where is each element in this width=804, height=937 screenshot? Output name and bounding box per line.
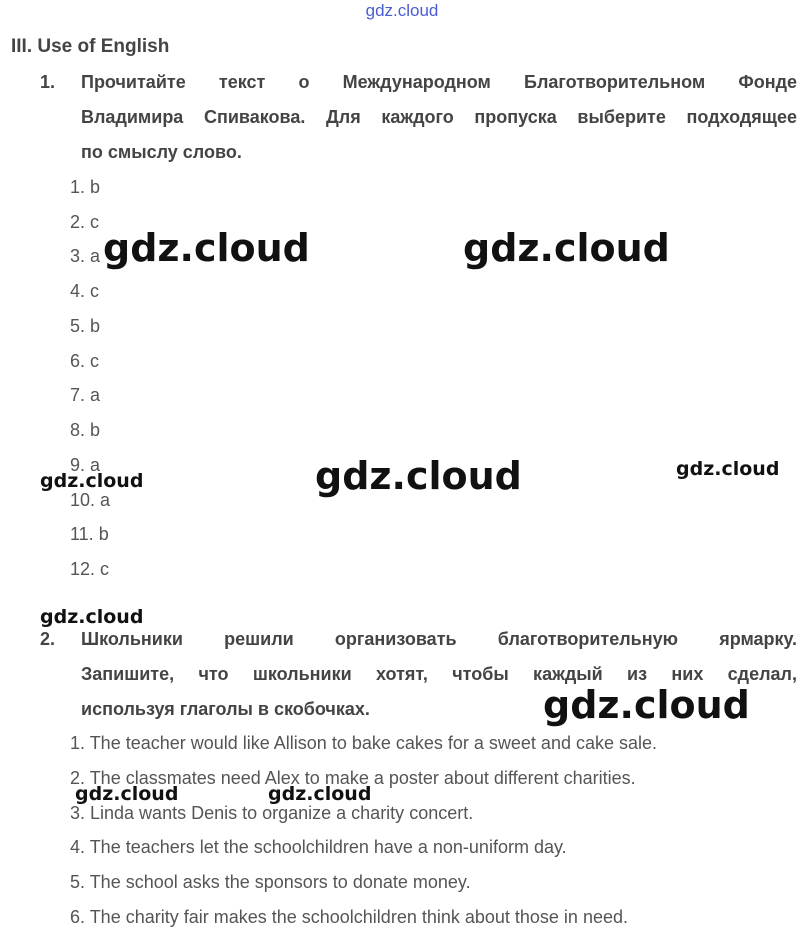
watermark: gdz.cloud	[103, 226, 310, 270]
task-1-number: 1.	[40, 72, 56, 92]
watermark: gdz.cloud	[543, 683, 750, 727]
answer-item: 4. c	[70, 281, 100, 301]
answer-item: 8. b	[70, 420, 101, 440]
answer-item: 7. a	[70, 385, 101, 405]
answer-item: 9. a	[70, 455, 101, 475]
task-1-prompt	[81, 65, 797, 170]
answer-item: 3. a	[70, 246, 101, 266]
task-2-number: 2.	[40, 629, 56, 649]
task-2-line: Школьники решили организовать благотворительную ярмарку.	[81, 629, 797, 649]
watermark: gdz.cloud	[676, 458, 780, 480]
answer-item: 5. b	[70, 316, 101, 336]
watermark: gdz.cloud	[40, 470, 144, 492]
watermark: gdz.cloud	[75, 783, 179, 805]
sentence-item: 4. The teachers let the schoolchildren have a non-uniform day.	[70, 837, 567, 857]
watermark: gdz.cloud	[40, 606, 144, 628]
sentence-item: 2. The classmates need Alex to make a poster about different charities.	[70, 768, 636, 788]
task-1-line: Прочитайте текст о Международном Благотворительном Фонде	[81, 72, 797, 92]
answer-item: 6. c	[70, 351, 100, 371]
sentence-item: 1. The teacher would like Allison to bake cakes for a sweet and cake sale.	[70, 733, 658, 753]
watermark: gdz.cloud	[463, 226, 670, 270]
task-2-line: используя глаголы в скобочках.	[81, 699, 370, 719]
answer-item: 2. c	[70, 212, 100, 232]
sentence-item: 3. Linda wants Denis to organize a charity concert.	[70, 803, 474, 823]
watermark: gdz.cloud	[268, 783, 372, 805]
answer-item: 11. b	[70, 524, 109, 544]
answer-item: 10. a	[70, 490, 111, 510]
header-watermark: gdz.cloud	[365, 1, 439, 20]
sentence-item: 5. The school asks the sponsors to donate money.	[70, 872, 471, 892]
answer-item: 1. b	[70, 177, 101, 197]
watermark: gdz.cloud	[315, 454, 522, 498]
task-2-line: Запишите, что школьники хотят, чтобы каждый из них сделал,	[81, 664, 797, 684]
section-title: III. Use of English	[11, 36, 170, 57]
sentence-item: 6. The charity fair makes the schoolchildren think about those in need.	[70, 907, 628, 927]
answer-item: 12. c	[70, 559, 110, 579]
task-1-line: Владимира Спивакова. Для каждого пропуска выберите подходящее	[81, 107, 797, 127]
task-1-line: по смыслу слово.	[81, 142, 242, 162]
